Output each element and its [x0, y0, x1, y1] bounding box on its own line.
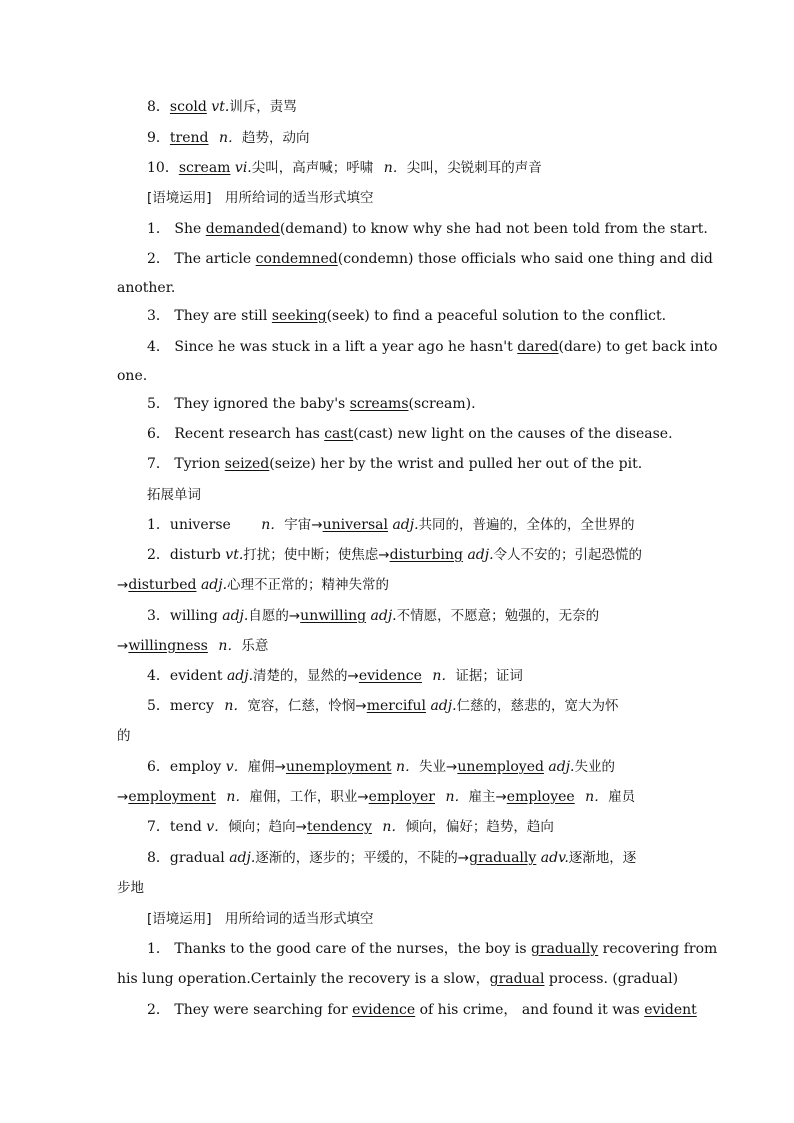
- answer-blank: gradually: [469, 850, 537, 866]
- answer-blank: unemployed: [457, 759, 544, 775]
- answer-blank: gradually: [531, 941, 599, 957]
- answer-blank: disturbed: [128, 577, 197, 593]
- answer-blank: universal: [322, 517, 388, 533]
- answer-blank: seeking: [271, 308, 327, 324]
- answer-blank: gradual: [489, 971, 545, 987]
- answer-blank: tendency: [307, 819, 372, 835]
- exercise2-item-1: 1． Thanks to the good care of the nurses，the boy is gradually recovering from: [147, 941, 718, 957]
- answer-blank: unemployment: [285, 759, 392, 775]
- extension-item-6: 6．employ v．雇佣→unemployment n．失业→unemployed adj.失业的: [147, 759, 616, 775]
- extension-item-3-cont: →willingness n．乐意: [117, 638, 269, 654]
- section-heading-extension: 拓展单词: [147, 487, 201, 503]
- vocab-word: scream: [178, 160, 231, 176]
- extension-item-5-cont: 的: [117, 728, 131, 744]
- exercise-item-2: 2． The article condemned(condemn) those officials who said one thing and did: [147, 251, 713, 267]
- vocab-item-8: 8．scold vt.训斥，责骂: [147, 99, 297, 115]
- exercise-item-4-cont: one.: [117, 368, 148, 384]
- exercise-item-3: 3． They are still seeking(seek) to find a peaceful solution to the conflict.: [147, 308, 667, 324]
- vocab-item-10: 10．scream vi.尖叫，高声喊；呼啸 n．尖叫，尖锐刺耳的声音: [147, 160, 542, 176]
- extension-item-6-cont: →employment n．雇佣，工作，职业→employer n．雇主→employee n．雇员: [117, 789, 636, 805]
- answer-blank: merciful: [366, 698, 426, 714]
- vocab-word: scold: [169, 99, 207, 115]
- answer-blank: employee: [506, 789, 575, 805]
- answer-blank: screams: [349, 396, 409, 412]
- answer-blank: condemned: [255, 251, 338, 267]
- extension-item-2-cont: →disturbed adj.心理不正常的；精神失常的: [117, 577, 390, 593]
- vocab-word: trend: [169, 130, 209, 146]
- answer-blank: willingness: [128, 638, 208, 654]
- answer-blank: cast: [324, 426, 354, 442]
- extension-item-2: 2．disturb vt.打扰；使中断；使焦虑→disturbing adj.令人不安的；引起恐慌的: [147, 547, 643, 563]
- answer-blank: evident: [644, 1002, 697, 1018]
- extension-item-7: 7．tend v．倾向；趋向→tendency n．倾向，偏好；趋势，趋向: [147, 819, 554, 835]
- exercise2-item-1-cont: his lung operation.Certainly the recovery is a slow，gradual process. (gradual): [117, 971, 679, 987]
- vocab-item-9: 9．trend n．趋势，动向: [147, 130, 310, 146]
- answer-blank: unwilling: [300, 608, 367, 624]
- exercise-item-7: 7． Tyrion seized(seize) her by the wrist and pulled her out of the pit.: [147, 456, 643, 472]
- exercise2-item-2: 2． They were searching for evidence of his crime， and found it was evident: [147, 1002, 697, 1018]
- section-heading-context-1: [语境运用] 用所给词的适当形式填空: [147, 190, 374, 206]
- section-heading-context-2: [语境运用] 用所给词的适当形式填空: [147, 911, 374, 927]
- exercise-item-4: 4． Since he was stuck in a lift a year ago he hasn't dared(dare) to get back into: [147, 339, 718, 355]
- answer-blank: employer: [368, 789, 435, 805]
- answer-blank: disturbing: [389, 547, 463, 563]
- answer-blank: seized: [224, 456, 270, 472]
- exercise-item-6: 6． Recent research has cast(cast) new light on the causes of the disease.: [147, 426, 673, 442]
- extension-item-5: 5．mercy n．宽容，仁慈，怜悯→merciful adj.仁慈的，慈悲的，宽大为怀: [147, 698, 619, 714]
- answer-blank: demanded: [205, 221, 280, 237]
- extension-item-8: 8．gradual adj.逐渐的，逐步的；平缓的，不陡的→gradually adv.逐渐地，逐: [147, 850, 637, 866]
- answer-blank: evidence: [352, 1002, 416, 1018]
- answer-blank: employment: [128, 789, 216, 805]
- exercise-item-1: 1． She demanded(demand) to know why she had not been told from the start.: [147, 221, 708, 237]
- extension-item-1: 1．universe n．宇宙→universal adj.共同的，普遍的，全体的，全世界的: [147, 517, 635, 533]
- extension-item-3: 3．willing adj.自愿的→unwilling adj.不情愿，不愿意；勉强的，无奈的: [147, 608, 600, 624]
- exercise-item-2-cont: another.: [117, 280, 176, 296]
- answer-blank: dared: [517, 339, 559, 355]
- extension-item-8-cont: 步地: [117, 880, 144, 896]
- exercise-item-5: 5． They ignored the baby's screams(scream).: [147, 396, 476, 412]
- extension-item-4: 4．evident adj.清楚的，显然的→evidence n．证据；证词: [147, 668, 523, 684]
- answer-blank: evidence: [358, 668, 422, 684]
